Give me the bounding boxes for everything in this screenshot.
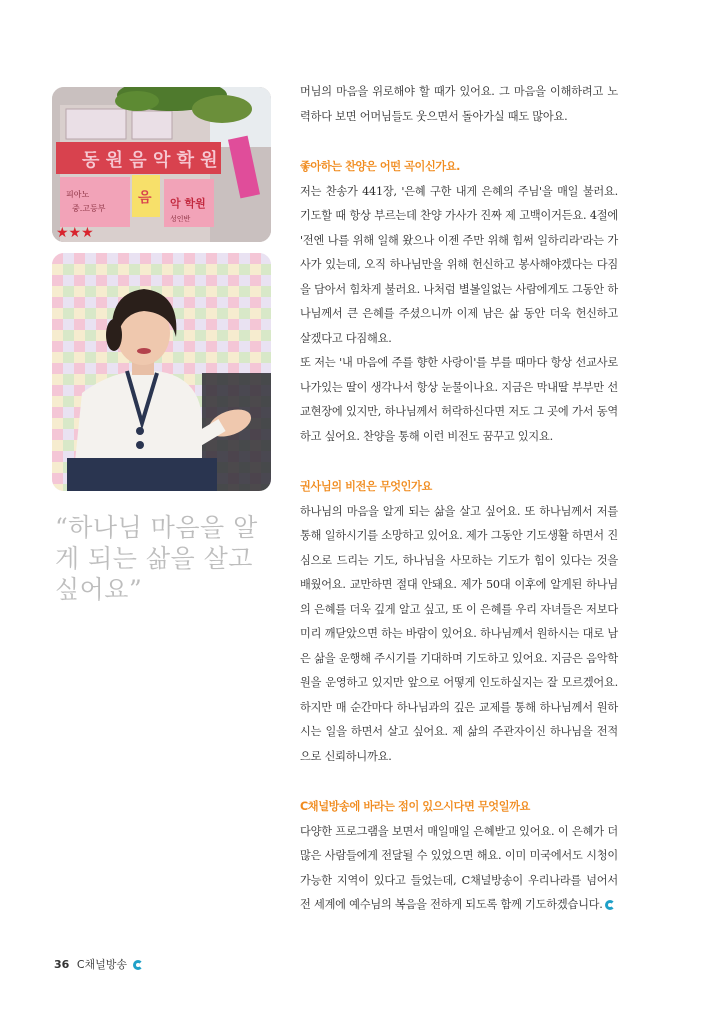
portrait-photo: [52, 253, 271, 491]
svg-text:피아노: 피아노: [66, 190, 90, 199]
pull-quote: “하나님 마음을 알게 되는 삶을 살고 싶어요”: [55, 513, 258, 604]
page-number: 36: [54, 958, 70, 971]
question-favorite-hymn: 좋아하는 찬양은 어떤 곡이신가요.: [300, 160, 461, 173]
svg-text:중.고등부: 중.고등부: [72, 204, 106, 213]
question-vision: 권사님의 비전은 무엇인가요: [300, 480, 432, 493]
academy-building-photo: [52, 87, 271, 242]
svg-text:음: 음: [138, 190, 152, 206]
svg-text:악 학원: 악 학원: [170, 197, 206, 210]
academy-building-illustration: [52, 87, 271, 242]
portrait-illustration: [52, 253, 271, 491]
answer-paragraph: 하나님의 마음을 알게 되는 삶을 살고 싶어요. 또 하나님께서 저를 통해 일하시기를 소망하고 있어요. 제가 그동안 기도생활 하면서 진심으로 드리는 기도, 하나님을 사모하는 기도가 힘이 있다는 것을 배웠어요. 교만하면 절대 안돼요. 제가 50대 이후에 알게된 하나님의 은혜를 더욱 깊게 알고 싶고, 또 이 은혜를 우리 자녀들은 저보다 미리 깨닫았으면 하는 바람이 있어요. 하나님께서 원하시는 대로 남은 삶을 운행해 주시기를 기대하며 기도하고 있어요. 지금은 음악학원을 운영하고 있지만 앞으로 어떻게 인도하실지는 잘 모르겠어요. 하지만 매 순간마다 하나님과의 깊은 교제를 통해 하나님께서 원하시는 일을 하면서 살고 싶어요. 제 삶의 주관자이신 하나님을 전적으로 신뢰하니까요.: [300, 504, 618, 763]
article-column: [300, 80, 618, 918]
svg-text:★★★: ★★★: [56, 225, 94, 241]
question-cchannel-hopes: C채널방송에 바라는 점이 있으시다면 무엇일까요: [300, 800, 530, 813]
answer-paragraph: 저는 찬송가 441장, '은혜 구한 내게 은혜의 주님'을 매일 불러요. 기도할 때 항상 부르는데 찬양 가사가 진짜 제 고백이거든요. 4절에 '전엔 나를 위해 일해 왔으나 이젠 주만 위해 힘써 일하리라'라는 가사가 있는데, 오직 하나님만을 위해 헌신하고 봉사해야겠다는 다짐을 담아서 힘차게 불러요. 나처럼 별볼일없는 사람에게도 그동안 하나님께서 큰 은혜를 주셨으니까 이제 남은 삶 동안 더욱 헌신하고 살겠다고 다짐해요.: [300, 184, 618, 345]
cchannel-logo-icon: [605, 900, 615, 910]
svg-text:성인반: 성인반: [170, 215, 191, 223]
page-footer: [54, 956, 143, 972]
cchannel-logo-icon: [133, 960, 143, 970]
answer-paragraph: [300, 820, 618, 918]
article-intro: 머님의 마음을 위로해야 할 때가 있어요. 그 마음을 이해하려고 노력하다 보면 어머님들도 웃으면서 돌아가실 때도 많아요.: [300, 85, 618, 123]
answer-text: 다양한 프로그램을 보면서 매일매일 은혜받고 있어요. 이 은혜가 더 많은 사람들에게 전달될 수 있었으면 해요. 이미 미국에서도 시청이 가능한 지역이 있다고 들었는데, C채널방송이 우리나라를 넘어서 전 세계에 예수님의 복음을 전하게 되도록 함께 기도하겠습니다.: [300, 824, 618, 911]
answer-paragraph: 또 저는 '내 마음에 주를 향한 사랑이'를 부를 때마다 항상 선교사로 나가있는 딸이 생각나서 항상 눈물이나요. 지금은 막내딸 부부만 선교현장에 있지만, 하나님께서 허락하신다면 저도 그 곳에 가서 동역하고 싶어요. 찬양을 통해 이런 비전도 꿈꾸고 있지요.: [300, 356, 618, 443]
svg-text:동 원 음 악 학 원: 동 원 음 악 학 원: [82, 150, 218, 171]
footer-brand: C채널방송: [76, 958, 127, 971]
